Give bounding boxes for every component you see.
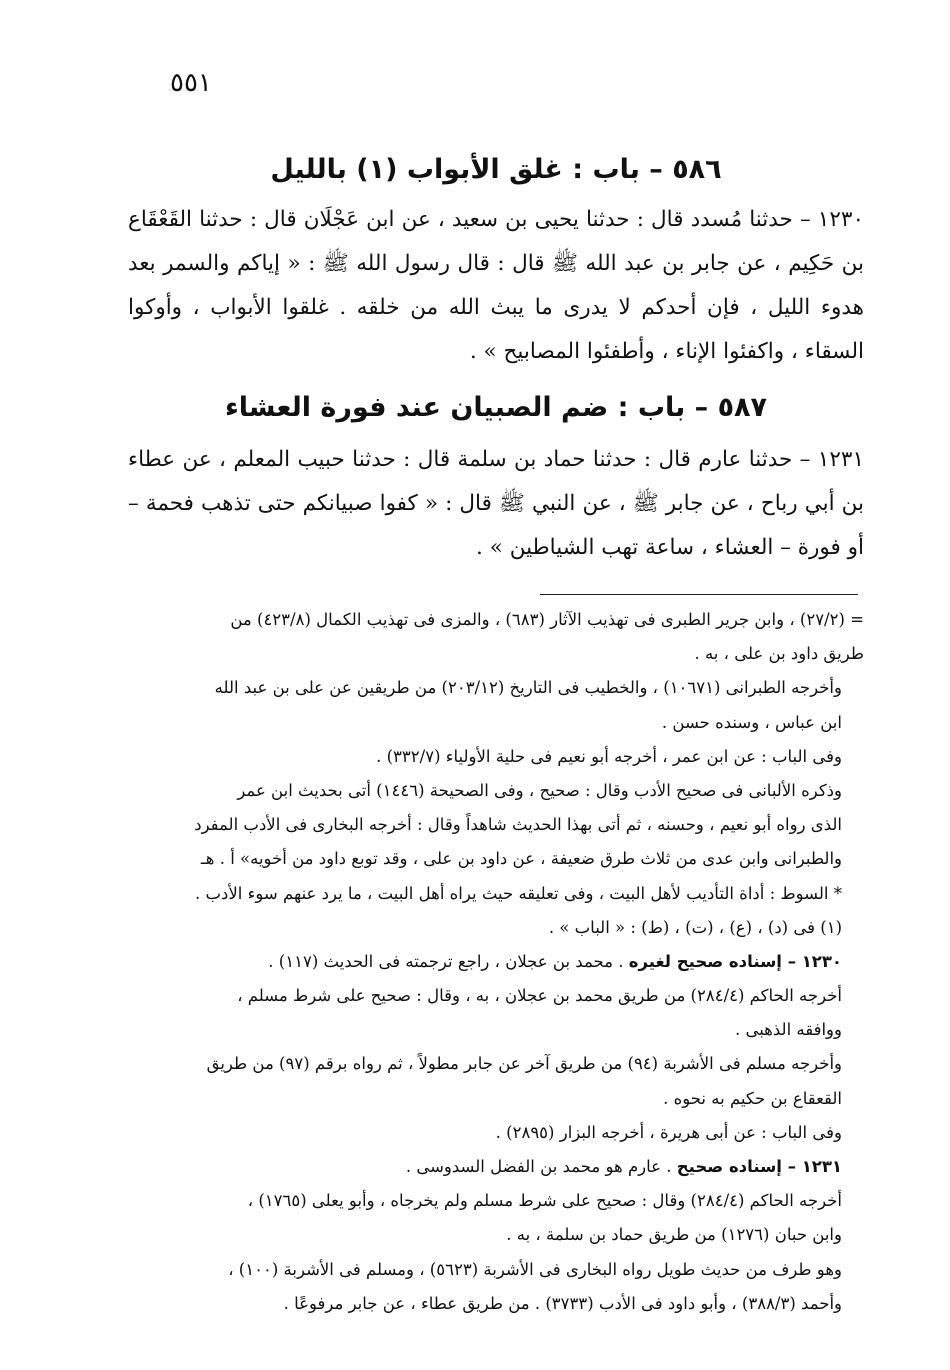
footnote-line: وأخرجه مسلم فى الأشربة (٩٤) من طريق آخر عن جابر مطولاً ، ثم رواه برقم (٩٧) من طريق — [206, 1054, 842, 1074]
footnote-paragraph — [128, 1184, 864, 1252]
chapter-title-587: ٥٨٧ – باب : ضم الصبيان عند فورة العشاء — [224, 392, 768, 423]
footnote-paragraph — [128, 911, 864, 945]
footnote-line: وأخرجه الطبرانى (١٠٦٧١) ، والخطيب فى التاريخ (٢٠٣/١٢) من طريقين عن على بن عبد الله — [214, 678, 842, 698]
footnote-paragraph — [128, 877, 864, 911]
footnote-hadith-grade: ١٢٣٠ – إسناده صحيح لغيره — [628, 951, 842, 971]
page-number: ٥٥١ — [170, 68, 212, 98]
footnote-line: ووافقه الذهبى . — [734, 1020, 842, 1040]
footnote-paragraph — [128, 1116, 864, 1150]
footnote-hadith-grade: ١٢٣١ – إسناده صحيح — [676, 1157, 842, 1176]
footnote-line: * السوط : أداة التأديب لأهل البيت ، وفى تعليقه حيث يراه أهل البيت ، ما يرد عنهم سوء الأدب . — [195, 883, 842, 903]
footnote-paragraph — [128, 671, 864, 739]
footnote-paragraph — [128, 603, 864, 671]
footnote-line: وأحمد (٣٨٨/٣) ، وأبو داود فى الأدب (٣٧٣٣) . من طريق عطاء ، عن جابر مرفوعًا . — [283, 1293, 842, 1313]
footnote-line: ١٢٣٠ – إسناده صحيح لغيره . محمد بن عجلان ، راجع ترجمته فى الحديث (١١٧) . — [268, 951, 842, 971]
footnote-paragraph — [128, 979, 864, 1047]
footnote-paragraph — [128, 1150, 864, 1184]
footnote-separator — [540, 594, 858, 595]
footnote-line: وفى الباب : عن ابن عمر ، أخرجه أبو نعيم فى حلية الأولياء (٣٣٢/٧) . — [376, 746, 842, 766]
footnote-line: أخرجه الحاكم (٢٨٤/٤) وقال : صحيح على شرط مسلم ولم يخرجاه ، وأبو يعلى (١٧٦٥) ، — [247, 1191, 842, 1211]
footnote-line: وذكره الألبانى فى صحيح الأدب وقال : صحيح ، وفى الصحيحة (١٤٤٦) أتى بحديث ابن عمر — [237, 780, 842, 800]
main-text — [128, 150, 864, 570]
footnote-paragraph — [128, 1047, 864, 1115]
footnote-line: ١٢٣١ – إسناده صحيح . عارم هو محمد بن الفضل السدوسى . — [405, 1157, 842, 1176]
footnote-line: ابن عباس ، وسنده حسن . — [661, 712, 842, 732]
footnote-line: طريق داود بن على ، به . — [694, 644, 864, 664]
footnote-line: الذى رواه أبو نعيم ، وحسنه ، ثم أتى بهذا الحديث شاهداً وقال : أخرجه البخارى فى الأدب المفرد — [194, 815, 842, 835]
footnote-line: وابن حبان (١٢٧٦) من طريق حماد بن سلمة ، به . — [506, 1225, 842, 1245]
footnote-paragraph — [128, 945, 864, 979]
chapter-title-586: ٥٨٦ – باب : غلق الأبواب (١) بالليل — [270, 154, 722, 185]
footnote-line: والطبرانى وابن عدى من ثلاث طرق ضعيفة ، عن داود بن على ، وقد توبع داود من أخويه» أ . هـ — [200, 849, 842, 869]
footnote-paragraph — [128, 1253, 864, 1321]
hadith-1230: ١٢٣٠ – حدثنا مُسدد قال : حدثنا يحيى بن سعيد ، عن ابن عَجْلَان قال : حدثنا القَعْقَاع بن حَكِيم ، عن جابر بن عبد الله ﷺ قال : قال رسول الله ﷺ : « إياكم والسمر بعد هدوء الليل ، فإن أحدكم لا يدرى ما يبث الله من خلقه . غلقوا الأبواب ، وأوكوا السقاء ، واكفئوا الإناء ، وأطفئوا المصابيح » . — [128, 207, 864, 364]
footnote-line: وهو طرف من حديث طويل رواه البخارى فى الأشربة (٥٦٢٣) ، ومسلم فى الأشربة (١٠٠) ، — [228, 1259, 842, 1279]
footnote-line: (١) فى (د) ، (ع) ، (ت) ، (ط) : « الباب » . — [548, 917, 842, 937]
footnote-line: وفى الباب : عن أبى هريرة ، أخرجه البزار (٢٨٩٥) . — [495, 1122, 842, 1142]
footnotes — [128, 603, 864, 1321]
footnote-line: = (٢٧/٢) ، وابن جرير الطبرى فى تهذيب الآثار (٦٨٣) ، والمزى فى تهذيب الكمال (٤٢٣/٨) من — [230, 610, 864, 629]
footnote-line: القعقاع بن حكيم به نحوه . — [663, 1088, 842, 1108]
footnote-line: أخرجه الحاكم (٢٨٤/٤) من طريق محمد بن عجلان ، به ، وقال : صحيح على شرط مسلم ، — [237, 986, 842, 1006]
footnote-paragraph — [128, 740, 864, 774]
footnote-paragraph — [128, 774, 864, 877]
hadith-1231: ١٢٣١ – حدثنا عارم قال : حدثنا حماد بن سلمة قال : حدثنا حبيب المعلم ، عن عطاء بن أبي رباح ، عن جابر ﷺ ، عن النبي ﷺ قال : « كفوا صبيانكم حتى تذهب فحمة – أو فورة – العشاء ، ساعة تهب الشياطين » . — [128, 447, 864, 560]
